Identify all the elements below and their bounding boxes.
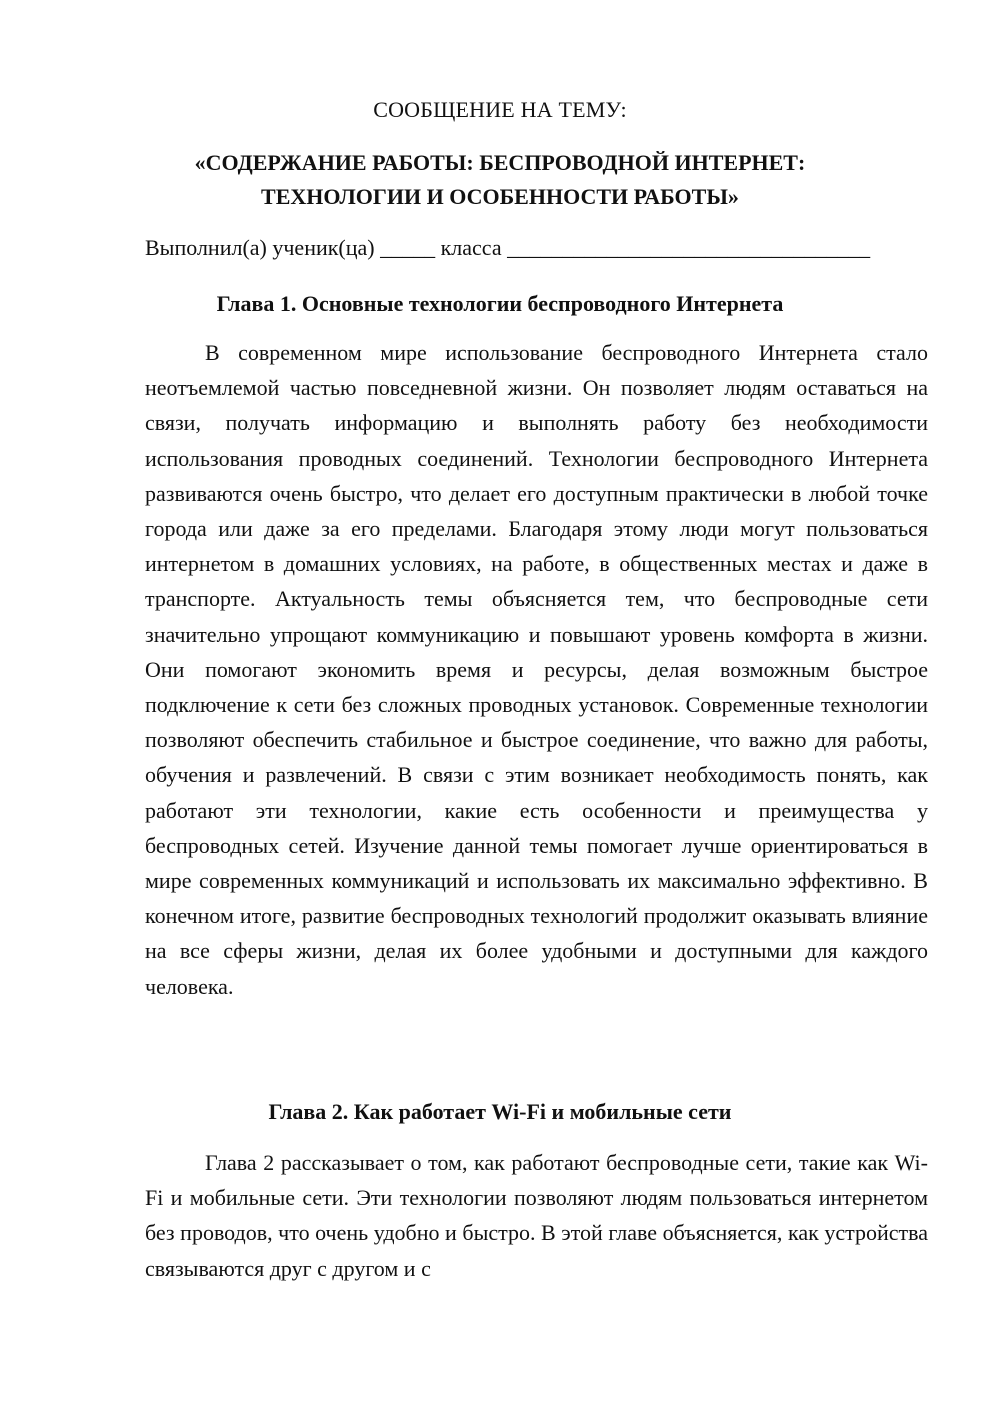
- document-subtitle-line-1: «СОДЕРЖАНИЕ РАБОТЫ: БЕСПРОВОДНОЙ ИНТЕРНЕТ:: [194, 150, 806, 175]
- chapter-1-paragraph: В современном мире использование беспроводного Интернета стало неотъемлемой частью повседневной жизни. Он позволяет людям оставаться на связи, получать информацию и выполнять работу без необходимости использования проводных соединений. Технологии беспроводного Интернета развиваются очень быстро, что делает его доступным практически в любой точке города или даже за его пределами. Благодаря этому люди могут пользоваться интернетом в домашних условиях, на работе, в общественных местах и даже в транспорте. Актуальность темы объясняется тем, что беспроводные сети значительно упрощают коммуникацию и повышают уровень комфорта в жизни. Они помогают экономить время и ресурсы, делая возможным быстрое подключение к сети без сложных проводных установок. Современные технологии позволяют обеспечить стабильное и быстрое соединение, что важно для работы, обучения и развлечений. В связи с этим возникает необходимость понять, как работают эти технологии, какие есть особенности и преимущества у беспроводных сетей. Изучение данной темы помогает лучше ориентироваться в мире современных коммуникаций и использовать их максимально эффективно. В конечном итоге, развитие беспроводных технологий продолжит оказывать влияние на все сферы жизни, делая их более удобными и доступными для каждого человека.: [145, 340, 928, 999]
- document-subtitle-line-2: ТЕХНОЛОГИИ И ОСОБЕННОСТИ РАБОТЫ»: [261, 184, 739, 209]
- chapter-2-paragraph: Глава 2 рассказывает о том, как работают беспроводные сети, такие как Wi-Fi и мобильные сети. Эти технологии позволяют людям пользоваться интернетом без проводов, что очень удобно и быстро. В этой главе объясняется, как устройства связываются друг с другом и с: [145, 1150, 928, 1281]
- document-subtitle: [140, 146, 860, 214]
- chapter-2-heading: Глава 2. Как работает Wi-Fi и мобильные сети: [268, 1099, 732, 1124]
- document-title: СООБЩЕНИЕ НА ТЕМУ:: [373, 97, 627, 122]
- chapter-1-heading: Глава 1. Основные технологии беспроводного Интернета: [216, 291, 784, 316]
- author-line: Выполнил(а) ученик(ца) _____ класса _________________________________: [145, 235, 871, 260]
